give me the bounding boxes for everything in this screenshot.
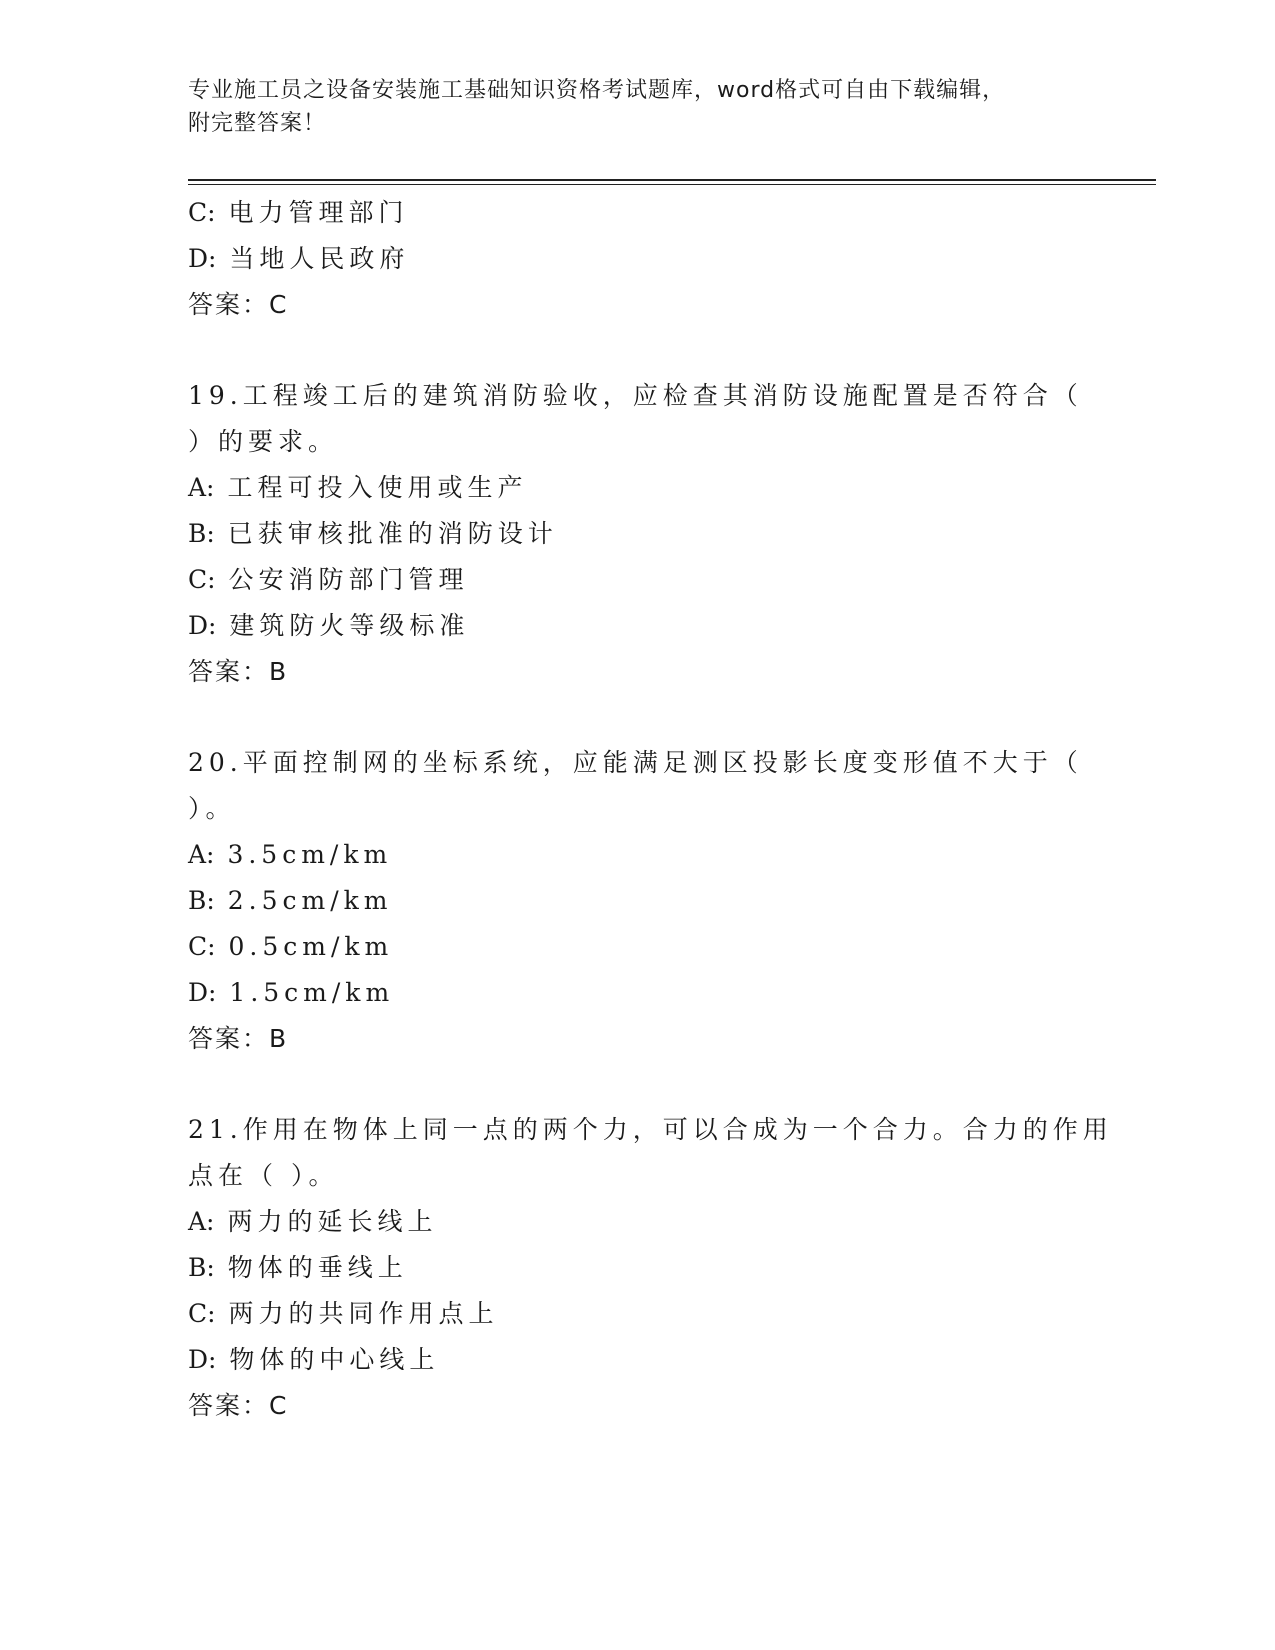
question-text-line-1: 19.工程竣工后的建筑消防验收，应检查其消防设施配置是否符合（	[188, 381, 1083, 410]
question-list	[188, 190, 1113, 1429]
option-d	[188, 1337, 1088, 1383]
option-text: 物体的中心线上	[229, 1345, 440, 1374]
header-divider-thick	[188, 179, 1156, 181]
option-d	[188, 603, 1088, 649]
option-letter: D:	[188, 611, 217, 640]
option-letter: A:	[188, 840, 215, 869]
option-letter: B:	[188, 886, 215, 915]
option-text: 两力的共同作用点上	[228, 1299, 499, 1328]
option-c	[188, 1291, 1088, 1337]
header-line-1: 专业施工员之设备安装施工基础知识资格考试题库，word格式可自由下载编辑，	[188, 78, 1006, 103]
option-text: 0.5cm/km	[228, 932, 394, 961]
option-d	[188, 236, 1088, 282]
option-letter: D:	[188, 978, 217, 1007]
option-text: 工程可投入使用或生产	[227, 473, 528, 502]
option-text: 建筑防火等级标准	[229, 611, 470, 640]
answer-line: 答案：B	[188, 1024, 289, 1053]
answer-line: 答案：B	[188, 657, 289, 686]
option-c	[188, 924, 1088, 970]
option-text: 当地人民政府	[229, 244, 410, 273]
question-20	[188, 740, 1088, 1062]
question-text-line-1: 21.作用在物体上同一点的两个力，可以合成为一个合力。合力的作用	[188, 1115, 1113, 1144]
option-letter: B:	[188, 519, 215, 548]
option-text: 电力管理部门	[228, 198, 409, 227]
option-a	[188, 465, 1088, 511]
question-21	[188, 1107, 1113, 1429]
option-letter: D:	[188, 1345, 217, 1374]
option-letter: C:	[188, 932, 216, 961]
prev-question-block	[188, 190, 1088, 328]
option-a	[188, 1199, 1088, 1245]
option-text: 3.5cm/km	[227, 840, 393, 869]
question-text-line-1: 20.平面控制网的坐标系统，应能满足测区投影长度变形值不大于（	[188, 748, 1083, 777]
option-letter: C:	[188, 1299, 216, 1328]
question-text-line-2: 点在（ ）。	[188, 1161, 339, 1190]
option-text: 两力的延长线上	[227, 1207, 438, 1236]
header-line-2: 附完整答案！	[188, 111, 327, 136]
option-c	[188, 557, 1088, 603]
option-c	[188, 190, 1088, 236]
question-text-line-2: ）。	[188, 794, 236, 823]
option-letter: D:	[188, 244, 217, 273]
option-b	[188, 511, 1088, 557]
option-text: 物体的垂线上	[227, 1253, 408, 1282]
document-header	[188, 74, 1068, 140]
option-letter: A:	[188, 1207, 215, 1236]
answer-line: 答案：C	[188, 1391, 289, 1420]
question-19	[188, 373, 1088, 695]
option-text: 2.5cm/km	[227, 886, 393, 915]
option-text: 1.5cm/km	[229, 978, 395, 1007]
option-text: 公安消防部门管理	[228, 565, 469, 594]
option-letter: A:	[188, 473, 215, 502]
option-text: 已获审核批准的消防设计	[227, 519, 558, 548]
option-letter: C:	[188, 565, 216, 594]
option-d	[188, 970, 1088, 1016]
option-letter: B:	[188, 1253, 215, 1282]
answer-line: 答案：C	[188, 290, 289, 319]
header-divider-thin	[188, 184, 1156, 185]
option-a	[188, 832, 1088, 878]
option-letter: C:	[188, 198, 216, 227]
option-b	[188, 1245, 1088, 1291]
question-text-line-2: ）的要求。	[188, 427, 339, 456]
option-b	[188, 878, 1088, 924]
